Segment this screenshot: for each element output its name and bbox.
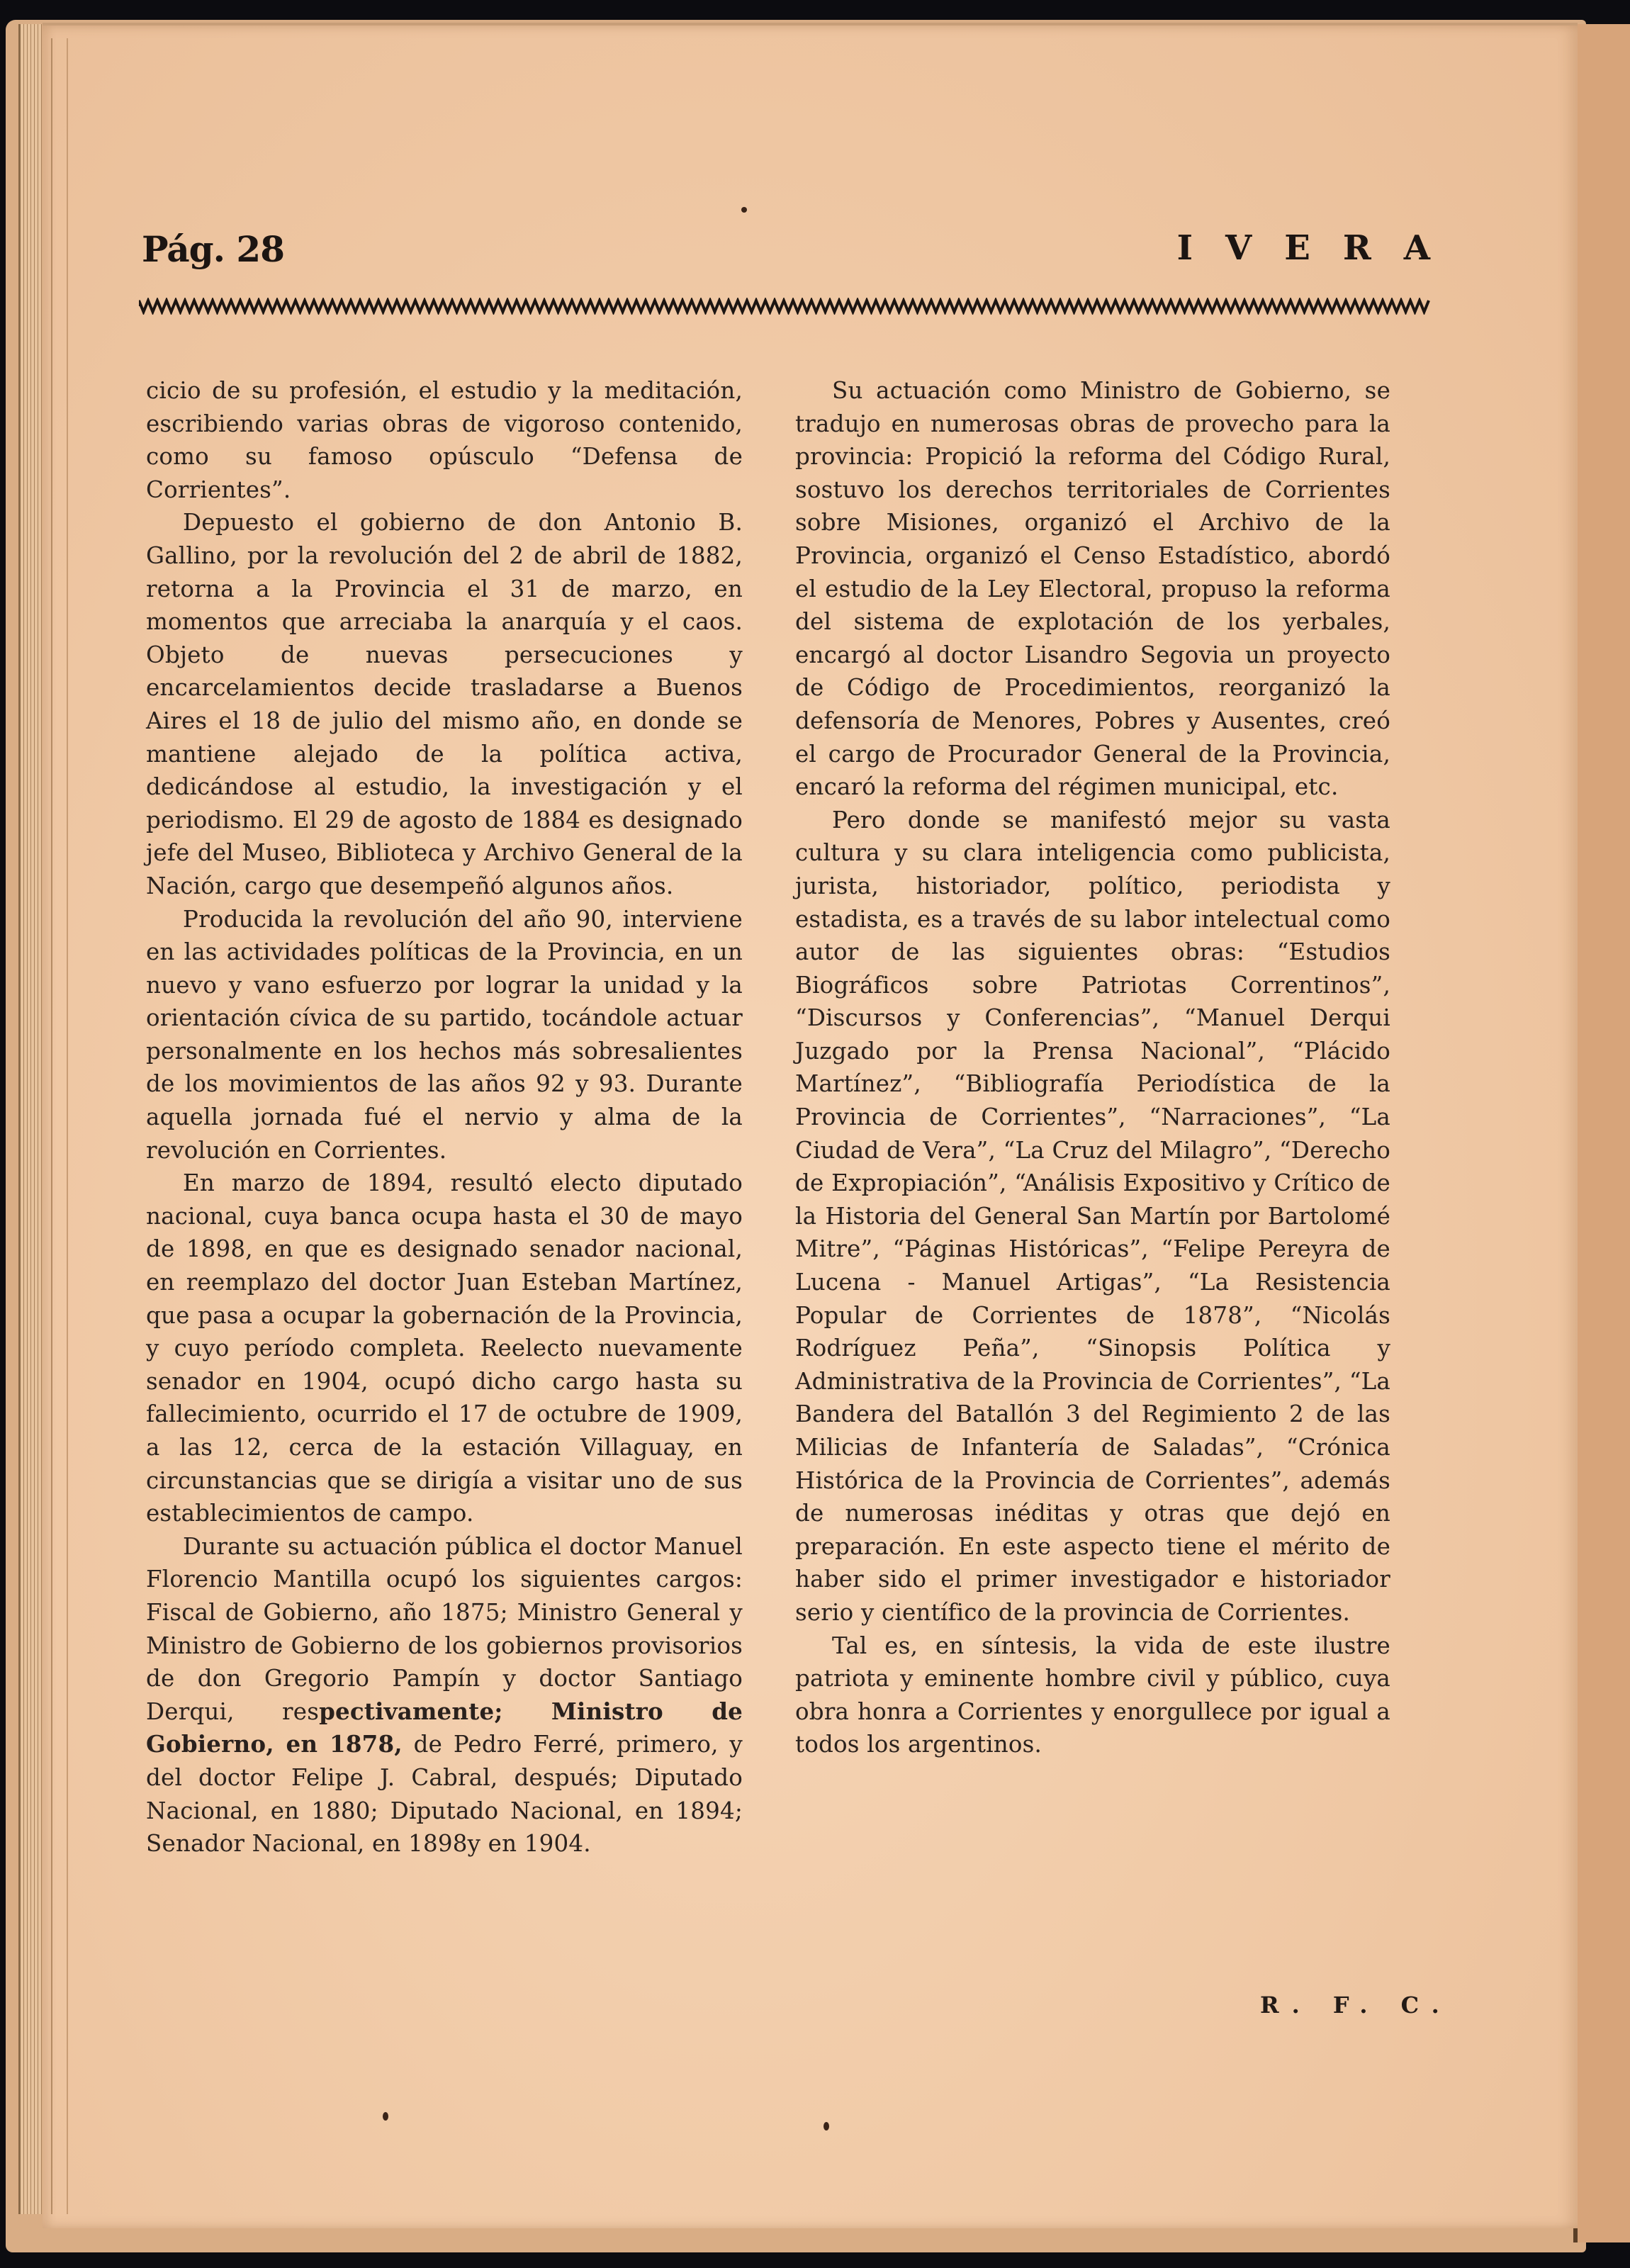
paper-speck <box>741 207 747 213</box>
paragraph: Tal es, en síntesis, la vida de este ilustre patriota y eminente hombre civil y público, cuya obra honra a Corrientes y enorgullece por igual a todos los argentinos. <box>795 1632 1390 1758</box>
bold-emphasis: pectivamente; Ministro de Gobierno, en 1878, <box>146 1697 743 1758</box>
paragraph-text: de Pedro Ferré, primero, y del doctor Felipe J. Cabral, después; Diputado Nacional, en 1880; Diputado Nacional, en 1894; Senador Nacional, en 1898y en 1904. <box>146 1731 743 1858</box>
paper-speck <box>383 2112 388 2121</box>
paragraph: En marzo de 1894, resultó electo diputado nacional, cuya banca ocupa hasta el 30 de mayo de 1898, en que es designado senador nacional, en reemplazo del doctor Juan Esteban Martínez, que pasa a ocupar la gobernación de la Provincia, y cuyo período completa. Reelecto nuevamente senador en 1904, ocupó dicho cargo hasta su fallecimiento, ocurrido el 17 de octubre de 1909, a las 12, cerca de la estación Villaguay, en circunstancias que se dirigía a visitar uno de sus establecimientos de campo. <box>146 1169 743 1527</box>
paragraph: cicio de su profesión, el estudio y la meditación, escribiendo varias obras de vigoroso contenido, como su famoso opúsculo “Defensa de Corrientes”. <box>146 377 743 503</box>
right-column <box>795 374 1390 1761</box>
page-edges <box>18 24 42 2214</box>
paragraph: Pero donde se manifestó mejor su vasta cultura y su clara inteligencia como publicista, jurista, historiador, político, periodista y estadista, es a través de su labor intelectual como autor de las siguientes obras: “Estudios Biográficos sobre Patriotas Correntinos”, “Discursos y Conferencias”, “Manuel Derqui Juzgado por la Prensa Nacional”, “Plácido Martínez”, “Bibliografía Periodística de la Provincia de Corrientes”, “Narraciones”, “La Ciudad de Vera”, “La Cruz del Milagro”, “Derecho de Expropiación”, “Análisis Expositivo y Crítico de la Historia del General San Martín por Bartolomé Mitre”, “Páginas Históricas”, “Felipe Pereyra de Lucena - Manuel Artigas”, “La Resistencia Popular de Corrientes de 1878”, “Nicolás Rodríguez Peña”, “Sinopsis Política y Administrativa de la Provincia de Corrientes”, “La Bandera del Batallón 3 del Regimiento 2 de las Milicias de Infantería de Saladas”, “Crónica Histórica de la Provincia de Corrientes”, además de numerosas inéditas y otras que dejó en preparación. En este aspecto tiene el mérito de haber sido el primer investigador e historiador serio y científico de la provincia de Corrientes. <box>795 806 1390 1626</box>
page-number: Pág. 28 <box>142 228 285 270</box>
paragraph: Su actuación como Ministro de Gobierno, se tradujo en numerosas obras de provecho para la provincia: Propició la reforma del Código Rural, sostuvo los derechos territoriales de Corrientes sobre Misiones, organizó el Archivo de la Provincia, organizó el Censo Estadístico, abordó el estudio de la Ley Electoral, propuso la reforma del sistema de explotación de los yerbales, encargó al doctor Lisandro Segovia un proyecto de Código de Procedimientos, reorganizó la defensoría de Menores, Pobres y Ausentes, creó el cargo de Procurador General de la Provincia, encaró la reforma del régimen municipal, etc. <box>795 377 1390 801</box>
paragraph: Depuesto el gobierno de don Antonio B. Gallino, por la revolución del 2 de abril de 1882, retorna a la Provincia el 31 de marzo, en momentos que arreciaba la anarquía y el caos. Objeto de nuevas persecuciones y encarcelamientos decide trasladarse a Buenos Aires el 18 de julio del mismo año, en donde se mantiene alejado de la política activa, dedicándose al estudio, la investigación y el periodismo. El 29 de agosto de 1884 es designado jefe del Museo, Biblioteca y Archivo General de la Nación, cargo que desempeñó algunos años. <box>146 509 743 899</box>
journal-title: IVERA <box>1176 228 1463 268</box>
binding-margin-lines <box>51 38 68 2214</box>
paragraph-offices <box>146 1530 743 1860</box>
author-signature: R. F. C. <box>1260 1992 1452 2019</box>
paragraph: Producida la revolución del año 90, interviene en las actividades políticas de la Provincia, en un nuevo y vano esfuerzo por lograr la unidad y la orientación cívica de su partido, tocándole actuar personalmente en los hechos más sobresalientes de los movimientos de las años 92 y 93. Durante aquella jornada fué el nervio y alma de la revolución en Corrientes. <box>146 905 743 1164</box>
paragraph-text: Durante su actuación pública el doctor Manuel Florencio Mantilla ocupó los siguientes cargos: Fiscal de Gobierno, año 1875; Ministro General y Ministro de Gobierno de los gobiernos provisorios de don Gregorio Pampín y doctor Santiago Derqui, res <box>146 1532 743 1725</box>
wavy-divider-rule <box>139 298 1433 315</box>
left-column <box>146 374 743 1860</box>
page-header <box>142 228 1463 278</box>
adjacent-page-edge <box>1573 24 1630 2242</box>
paper-speck <box>824 2122 829 2131</box>
